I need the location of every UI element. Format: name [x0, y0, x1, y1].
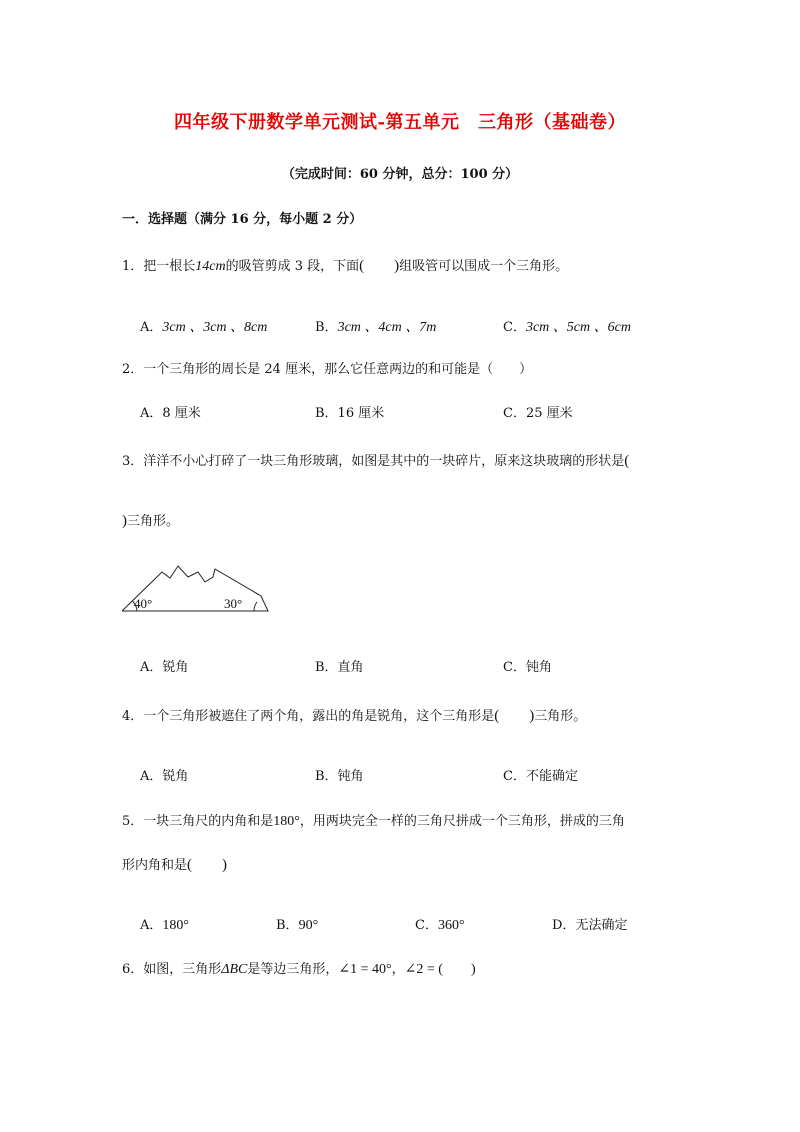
angle-arc-right — [254, 602, 257, 611]
q5-option-a[interactable]: A．180° — [140, 918, 189, 933]
exam-info: （完成时间：60 分钟，总分：100 分） — [281, 167, 519, 182]
question-2: 2．一个三角形的周长是 24 厘米，那么它任意两边的和可能是（ ） — [122, 362, 533, 377]
glass-fragment-figure — [118, 560, 278, 616]
q4-option-a[interactable]: A．锐角 — [140, 769, 189, 784]
question-5-line-1: 5．一块三角尺的内角和是180°，用两块完全一样的三角尺拼成一个三角形，拼成的三角 — [122, 814, 625, 829]
q1-option-c[interactable]: C．3cm 、5cm 、6cm — [503, 320, 631, 335]
q5-option-c[interactable]: C．360° — [415, 918, 465, 933]
q1-option-b[interactable]: B．3cm 、4cm 、7m — [315, 320, 437, 335]
q4-option-b[interactable]: B．钝角 — [315, 769, 364, 784]
q5-option-d[interactable]: D．无法确定 — [552, 918, 628, 933]
q2-option-a[interactable]: A．8 厘米 — [140, 406, 201, 421]
q3-option-c[interactable]: C．钝角 — [503, 660, 552, 675]
q2-option-c[interactable]: C．25 厘米 — [503, 406, 573, 421]
question-1: 1．把一根长14cm的吸管剪成 3 段，下面( )组吸管可以围成一个三角形。 — [122, 258, 569, 274]
q3-option-a[interactable]: A．锐角 — [140, 660, 189, 675]
question-3-line-1: 3．洋洋不小心打碎了一块三角形玻璃，如图是其中的一块碎片，原来这块玻璃的形状是( — [122, 453, 630, 469]
question-5-line-2: 形内角和是( ) — [122, 857, 228, 873]
question-4: 4．一个三角形被遮住了两个角，露出的角是锐角，这个三角形是( )三角形。 — [122, 708, 587, 724]
q2-option-b[interactable]: B．16 厘米 — [315, 406, 385, 421]
q4-option-c[interactable]: C．不能确定 — [503, 769, 578, 784]
angle-label-left: 40° — [134, 596, 153, 611]
q5-option-b[interactable]: B．90° — [276, 918, 319, 933]
page-title: 四年级下册数学单元测试-第五单元 三角形（基础卷） — [174, 112, 626, 133]
angle-label-right: 30° — [224, 596, 243, 611]
q1-option-a[interactable]: A．3cm 、3cm 、8cm — [140, 320, 268, 335]
question-3-line-2: )三角形。 — [122, 513, 180, 529]
q3-option-b[interactable]: B．直角 — [315, 660, 364, 675]
section-heading: 一．选择题（满分 16 分，每小题 2 分） — [122, 212, 363, 227]
question-6: 6．如图，三角形ΔBC是等边三角形，∠1 = 40°，∠2 = ( ) — [122, 962, 476, 977]
